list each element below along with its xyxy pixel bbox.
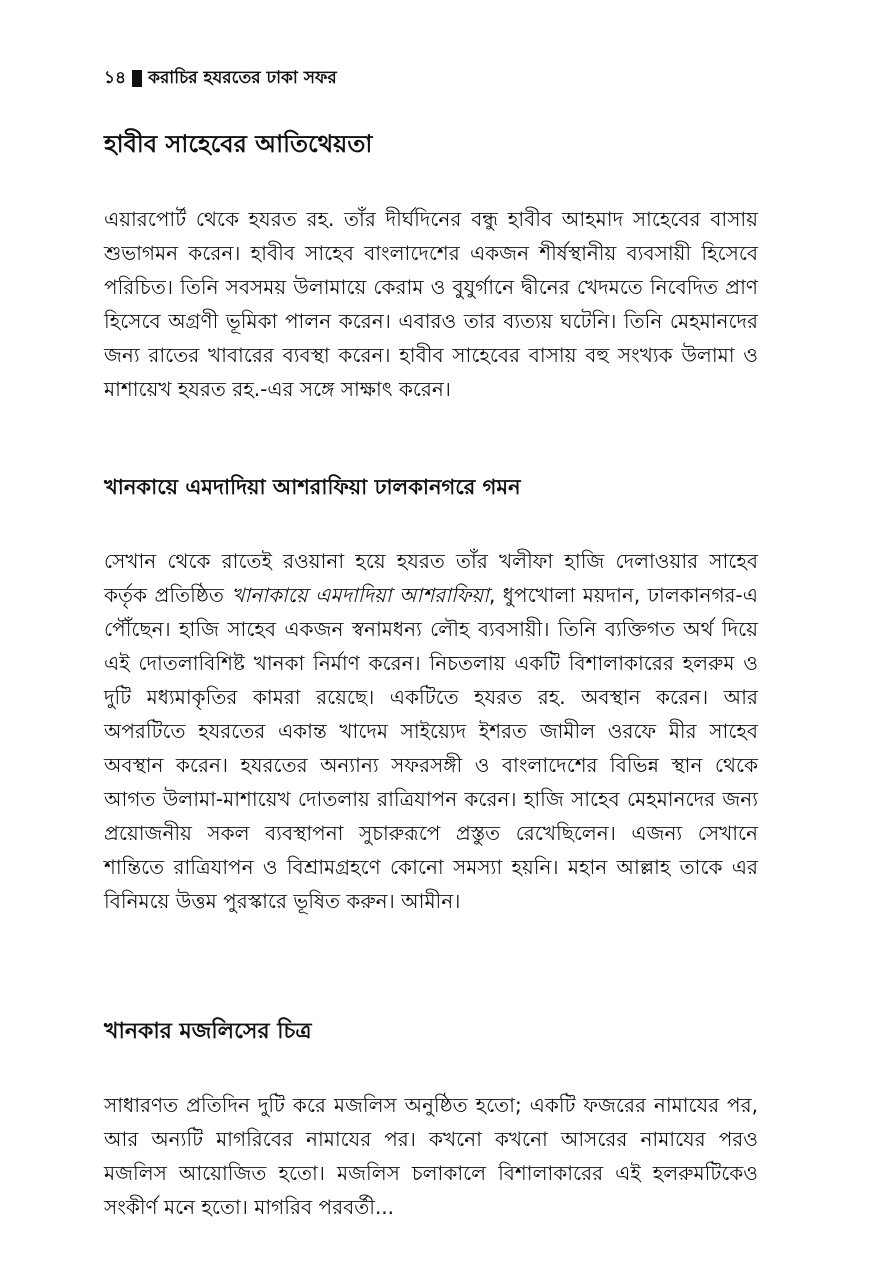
- section-heading-khanqah-visit: খানকায়ে এমদাদিয়া আশরাফিয়া ঢালকানগরে গমন: [104, 475, 521, 499]
- book-page: [104, 0, 758, 1266]
- paragraph-khanqah-visit: [104, 544, 758, 918]
- book-title: করাচির হযরতের ঢাকা সফর: [148, 68, 337, 88]
- header-separator-block: [132, 70, 142, 87]
- paragraph-text-before: সেখান থেকে রাতেই রওয়ানা হয়ে হযরত তাঁর খলীফা হাজি দেলাওয়ার সাহেব কর্তৃক প্রতিষ্ঠিত: [104, 549, 758, 607]
- page-number: ১৪: [104, 68, 127, 88]
- paragraph-text-after: , ধুপখোলা ময়দান, ঢালকানগর-এ পৌঁছেন। হাজি সাহেব একজন স্বনামধন্য লৌহ ব্যবসায়ী। তিনি ব্যক্তিগত অর্থ দিয়ে এই দোতলাবিশিষ্ট খানকা নির্মাণ করেন। নিচতলায় একটি বিশালাকারের হলরুম ও দুটি মধ্যমাকৃতির কামরা রয়েছে। একটিতে হযরত রহ. অবস্থান করেন। আর অপরটিতে হযরতের একান্ত খাদেম সাইয়্যেদ ইশরত জামীল ওরফে মীর সাহেব অবস্থান করেন। হযরতের অন্যান্য সফরসঙ্গী ও বাংলাদেশের বিভিন্ন স্থান থেকে আগত উলামা-মাশায়েখ দোতলায় রাত্রিযাপন করেন। হাজি সাহেব মেহমানদের জন্য প্রয়োজনীয় সকল ব্যবস্থাপনা সুচারুরূপে প্রস্তুত রেখেছিলেন। এজন্য সেখানে শান্তিতে রাত্রিযাপন ও বিশ্রামগ্রহণে কোনো সমস্যা হয়নি। মহান আল্লাহ তাকে এর বিনিময়ে উত্তম পুরস্কারে ভূষিত করুন। আমীন।: [104, 583, 758, 913]
- paragraph-majlis: সাধারণত প্রতিদিন দুটি করে মজলিস অনুষ্ঠিত হতো; একটি ফজরের নামাযের পর, আর অন্যটি মাগরিবের নামাযের পর। কখনো কখনো আসরের নামাযের পরও মজলিস আয়োজিত হতো। মজলিস চলাকালে বিশালাকারের এই হলরুমটিকেও সংকীর্ণ মনে হতো। মাগরিব পরবর্তী...: [104, 1093, 758, 1219]
- khanqah-name-italic: খানাকায়ে এমদাদিয়া আশরাফিয়া: [231, 583, 489, 607]
- section-heading-majlis: খানকার মজলিসের চিত্র: [104, 1019, 312, 1044]
- section-heading-hospitality: হাবীব সাহেবের আতিথেয়তা: [104, 130, 373, 158]
- running-header: [104, 66, 337, 90]
- paragraph-hospitality: এয়ারপোর্ট থেকে হযরত রহ. তাঁর দীর্ঘদিনের বন্ধু হাবীব আহমাদ সাহেবের বাসায় শুভাগমন করেন। হাবীব সাহেব বাংলাদেশের একজন শীর্ষস্থানীয় ব্যবসায়ী হিসেবে পরিচিত। তিনি সবসময় উলামায়ে কেরাম ও বুযুর্গানে দ্বীনের খেদমতে নিবেদিত প্রাণ হিসেবে অগ্রণী ভূমিকা পালন করেন। এবারও তার ব্যত্যয় ঘটেনি। তিনি মেহমানদের জন্য রাতের খাবারের ব্যবস্থা করেন। হাবীব সাহেবের বাসায় বহু সংখ্যক উলামা ও মাশায়েখ হযরত রহ.-এর সঙ্গে সাক্ষাৎ করেন।: [104, 207, 758, 401]
